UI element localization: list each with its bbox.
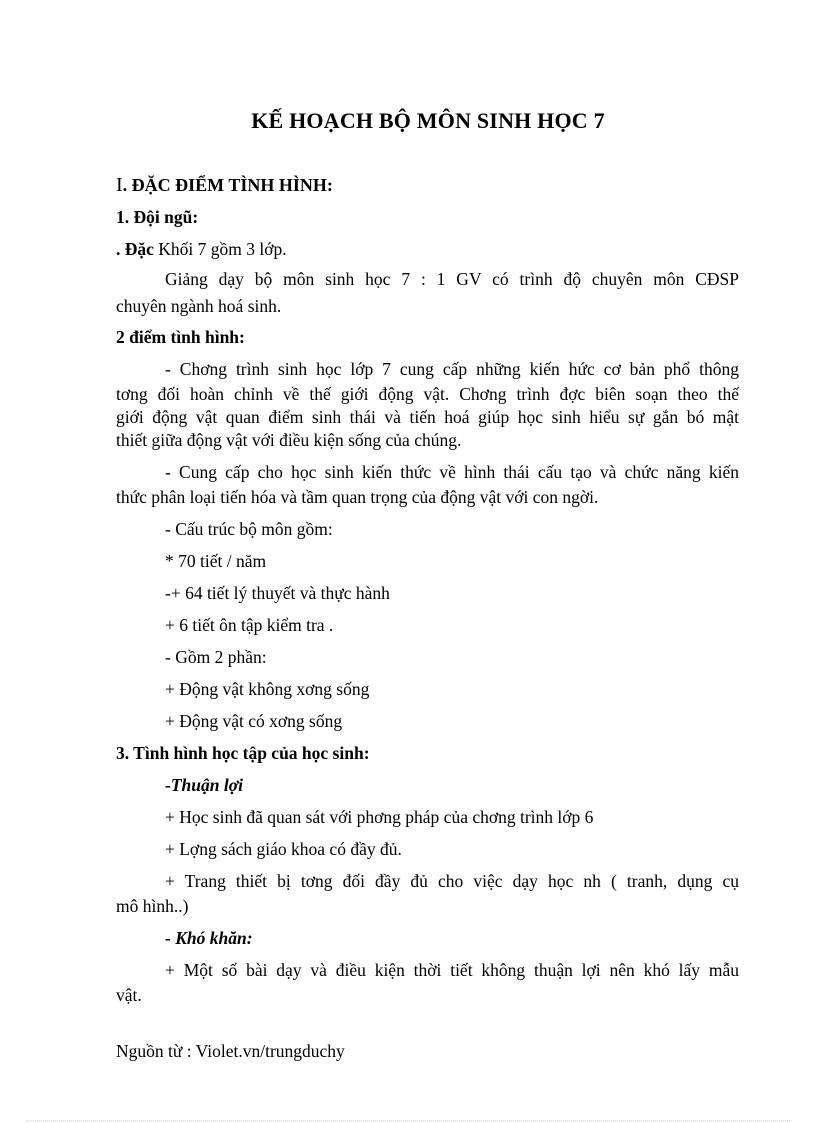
subheading-staff: 1. Đội ngũ: (116, 207, 199, 227)
equipment-line-1: + Trang thiết bị tơng đối đầy đủ cho việc dạy học nh ( tranh, dụng cụ (165, 871, 739, 891)
list-item: * 70 tiết / năm (165, 551, 267, 571)
difficulty-line-2: vật. (116, 985, 142, 1005)
section-heading-1 (116, 174, 333, 197)
equipment-line-2: mô hình..) (116, 896, 189, 916)
knowledge-line-1: - Cung cấp cho học sinh kiến thức về hình thái cấu tạo và chức năng kiến (165, 462, 739, 482)
program-line-1: - Chơng trình sinh học lớp 7 cung cấp những kiến hức cơ bản phổ thông (165, 359, 739, 379)
lead-bold-text: . Đặc (116, 239, 154, 259)
advantage-item: + Lợng sách giáo khoa có đầy đủ. (165, 839, 402, 859)
program-line-4: thiết giữa động vật với điều kiện sống của chúng. (116, 430, 462, 450)
list-item: + 6 tiết ôn tập kiểm tra . (165, 615, 334, 635)
lead-text: Khối 7 gồm 3 lớp. (153, 239, 287, 259)
list-item: -+ 64 tiết lý thuyết và thực hành (165, 583, 390, 603)
difficulties-heading: - Khó khăn: (165, 928, 253, 948)
program-line-3: giới động vật quan điểm sinh thái và tiến hoá giúp học sinh hiểu sự gắn bó mật (116, 407, 739, 427)
advantages-heading: -Thuận lợi (165, 775, 243, 795)
section-numeral: I (116, 174, 123, 196)
difficulty-line-1: + Một số bài dạy và điều kiện thời tiết không thuận lợi nên khó lấy mẫu (165, 960, 739, 980)
program-line-2: tơng đối hoàn chỉnh về thế giới động vật. Chơng trình đợc biên soạn theo thế (116, 384, 739, 404)
teacher-line-1: Giảng dạy bộ môn sinh học 7 : 1 GV có trình độ chuyên môn CĐSP (165, 269, 739, 289)
teacher-line-2: chuyên ngành hoá sinh. (116, 296, 282, 316)
list-item: + Động vật không xơng sống (165, 679, 370, 699)
subheading-situation: 2 điểm tình hình: (116, 327, 245, 347)
source-credit: Nguồn từ : Violet.vn/trungduchy (116, 1041, 345, 1061)
section-heading-text: . ĐẶC ĐIỂM TÌNH HÌNH: (122, 175, 333, 195)
advantage-item: + Học sinh đã quan sát với phơng pháp của chơng trình lớp 6 (165, 807, 594, 827)
knowledge-line-2: thức phân loại tiến hóa và tầm quan trọng của động vật với con ngời. (116, 487, 599, 507)
list-item: - Cấu trúc bộ môn gồm: (165, 519, 333, 539)
page-title: KẾ HOẠCH BỘ MÔN SINH HỌC 7 (251, 108, 605, 133)
list-item: + Động vật có xơng sống (165, 711, 343, 731)
list-item: - Gồm 2 phần: (165, 647, 267, 667)
paragraph-grade-classes (116, 238, 287, 260)
page-bottom-border (26, 1120, 790, 1121)
subheading-learning: 3. Tình hình học tập của học sinh: (116, 743, 370, 763)
